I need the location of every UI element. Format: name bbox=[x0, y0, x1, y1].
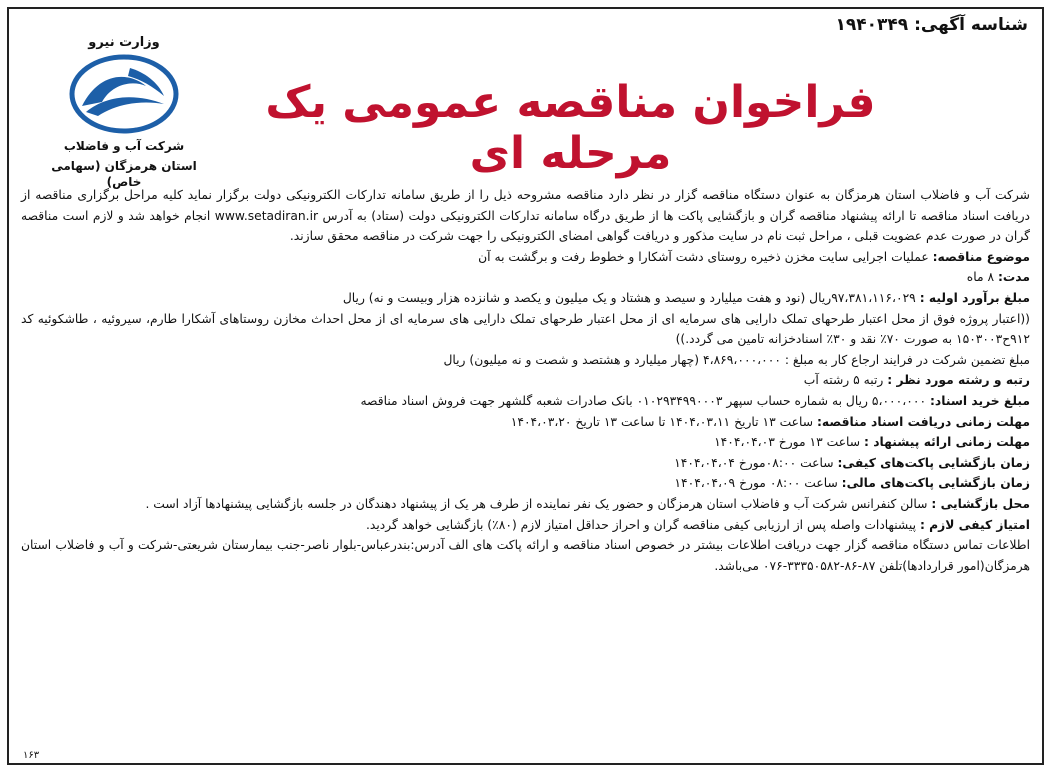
quality-opening-label: زمان بازگشایی پاکت‌های کیفی: bbox=[837, 455, 1030, 470]
company-logo-block bbox=[39, 35, 209, 190]
bid-deadline-value: ساعت ۱۳ مورخ ۱۴۰۴،۰۴،۰۳ bbox=[714, 435, 861, 450]
notice-body bbox=[21, 185, 1030, 576]
financial-opening-line bbox=[21, 473, 1030, 494]
doc-deadline-label: مهلت زمانی دریافت اسناد مناقصه: bbox=[816, 414, 1030, 429]
estimate-line bbox=[21, 288, 1030, 309]
duration-value: ۸ ماه bbox=[966, 270, 995, 285]
purchase-value: ۵،۰۰۰،۰۰۰ ریال به شماره حساب سپهر ۰۱۰۲۹۳۴۹۹۰۰۰۳ بانک صادرات شعبه گلشهر جهت فروش اسناد مناقصه bbox=[360, 393, 927, 408]
opening-place-label: محل بازگشایی : bbox=[931, 496, 1030, 511]
intro-paragraph bbox=[21, 185, 1030, 247]
subject-value: عملیات اجرایی سایت مخزن ذخیره روستای دشت آشکارا و خطوط رفت و برگشت به آن bbox=[478, 249, 929, 264]
ad-id-number: ۱۹۴۰۳۴۹ bbox=[835, 15, 909, 35]
duration-label: مدت: bbox=[998, 270, 1030, 285]
website-link[interactable]: www.setadiran.ir bbox=[214, 208, 319, 223]
estimate-value: ۹۷،۳۸۱،۱۱۶،۰۲۹ریال (نود و هفت میلیارد و سیصد و هشتاد و یک میلیون و یکصد و شانزده هزار وبیست و نه) ریال bbox=[342, 290, 916, 305]
page-number: ۱۶۳ bbox=[23, 750, 40, 761]
opening-place-value: سالن کنفرانس شرکت آب و فاضلاب استان هرمزگان و حضور یک نفر نماینده از طرف هر یک از پیشنهاد دهندگان در جلسه بازگشایی پیشنهادها آزاد است . bbox=[145, 496, 928, 511]
tender-notice bbox=[7, 7, 1044, 765]
quality-score-value: پیشنهادات واصله پس از ارزیابی کیفی مناقصه گران و احراز حداقل امتیاز لازم (۸۰٪) بازگشایی خواهد گردید. bbox=[366, 517, 917, 532]
opening-place-line bbox=[21, 494, 1030, 515]
bid-deadline-line bbox=[21, 432, 1030, 453]
estimate-label: مبلغ برآورد اولیه : bbox=[919, 290, 1030, 305]
financial-opening-value: ساعت ۰۸:۰۰ مورخ ۱۴۰۴،۰۴،۰۹ bbox=[674, 476, 838, 491]
contact-line: اطلاعات تماس دستگاه مناقصه گزار جهت دریافت اطلاعات بیشتر در خصوص اسناد مناقصه و ارائه پاکت های الف آدرس:بندرعباس-بلوار ناصر-جنب بیمارستان شریعتی-شرکت و آب و فاضلاب استان هرمزگان(امور قراردادها)تلفن ۸۷-۸۶-۳۳۳۵۰۵۸۲-۰۷۶ می‌باشد. bbox=[21, 538, 1030, 573]
grade-line bbox=[21, 370, 1030, 391]
company-name-line1: شرکت آب و فاضلاب bbox=[63, 139, 185, 153]
intro-text-2: انجام خواهد شد و لازم است مناقصه گران در صورت عدم عضویت قبلی ، مراحل ثبت نام در سایت مذکور و دریافت گواهی امضای الکترونیکی را جهت شرکت در مناقصه محقق سازند. bbox=[21, 208, 1030, 244]
subject-label: موضوع مناقصه: bbox=[932, 249, 1030, 264]
purchase-line bbox=[21, 391, 1030, 412]
quality-score-line bbox=[21, 515, 1030, 536]
purchase-label: مبلغ خرید اسناد: bbox=[929, 393, 1030, 408]
bid-deadline-label: مهلت زمانی ارائه پیشنهاد : bbox=[864, 435, 1030, 450]
duration-line bbox=[21, 267, 1030, 288]
financial-opening-label: زمان بازگشایی پاکت‌های مالی: bbox=[841, 476, 1030, 491]
quality-opening-value: ساعت ۰۸:۰۰مورخ ۱۴۰۴،۰۴،۰۴ bbox=[674, 455, 834, 470]
subject-line bbox=[21, 247, 1030, 268]
company-name-line2: استان هرمزگان (سهامی خاص) bbox=[51, 159, 197, 189]
guarantee-line: مبلغ تضمین شرکت در فرایند ارجاع کار به مبلغ : ۴،۸۶۹،۰۰۰،۰۰۰ (چهار میلیارد و هشتصد و شصت و نه میلیون) ریال bbox=[443, 352, 1030, 367]
grade-label: رتبه و رشته مورد نظر : bbox=[887, 373, 1030, 388]
doc-deadline-value: ساعت ۱۳ تاریخ ۱۴۰۴،۰۳،۱۱ تا ساعت ۱۳ تاریخ ۱۴۰۴،۰۳،۲۰ bbox=[510, 414, 814, 429]
quality-opening-line bbox=[21, 453, 1030, 474]
funding-note: ((اعتبار پروژه فوق از محل اعتبار طرحهای تملک دارایی های سرمایه ای از محل اعتبار طرحهای تملک دارایی های سرمایه ای از محل احداث مخازن روستاهای آشکارا طارم، سیروئیه ، طاشکوئیه کد ۹۱۲ح۱۵۰۳۰۰۳ به صورت ۷۰٪ نقد و ۳۰٪ اسنادخزانه تامین می گردد.)) bbox=[21, 311, 1030, 347]
ad-id bbox=[835, 15, 1028, 35]
quality-score-label: امتیاز کیفی لازم : bbox=[919, 517, 1030, 532]
notice-title: فراخوان مناقصه عمومی یک مرحله ای bbox=[265, 77, 876, 179]
water-company-logo-icon bbox=[68, 54, 180, 134]
ministry-name: وزارت نیرو bbox=[88, 35, 160, 50]
ad-id-label: شناسه آگهی: bbox=[914, 15, 1028, 35]
intro-text-1: شرکت آب و فاضلاب استان هرمزگان به عنوان دستگاه مناقصه گزار در نظر دارد مناقصه مشروحه ذیل را از طریق سامانه تدارکات الکترونیکی دولت برگزار نماید کلیه مراحل برگزاری مناقصه از دریافت اسناد مناقصه تا ارائه پیشنهاد مناقصه گران و بازگشایی پاکت ها از طریق درگاه سامانه تدارکات الکترونیکی دولت (ستاد) به آدرس bbox=[21, 188, 1031, 223]
doc-deadline-line bbox=[21, 412, 1030, 433]
grade-value: رتبه ۵ رشته آب bbox=[803, 373, 884, 388]
